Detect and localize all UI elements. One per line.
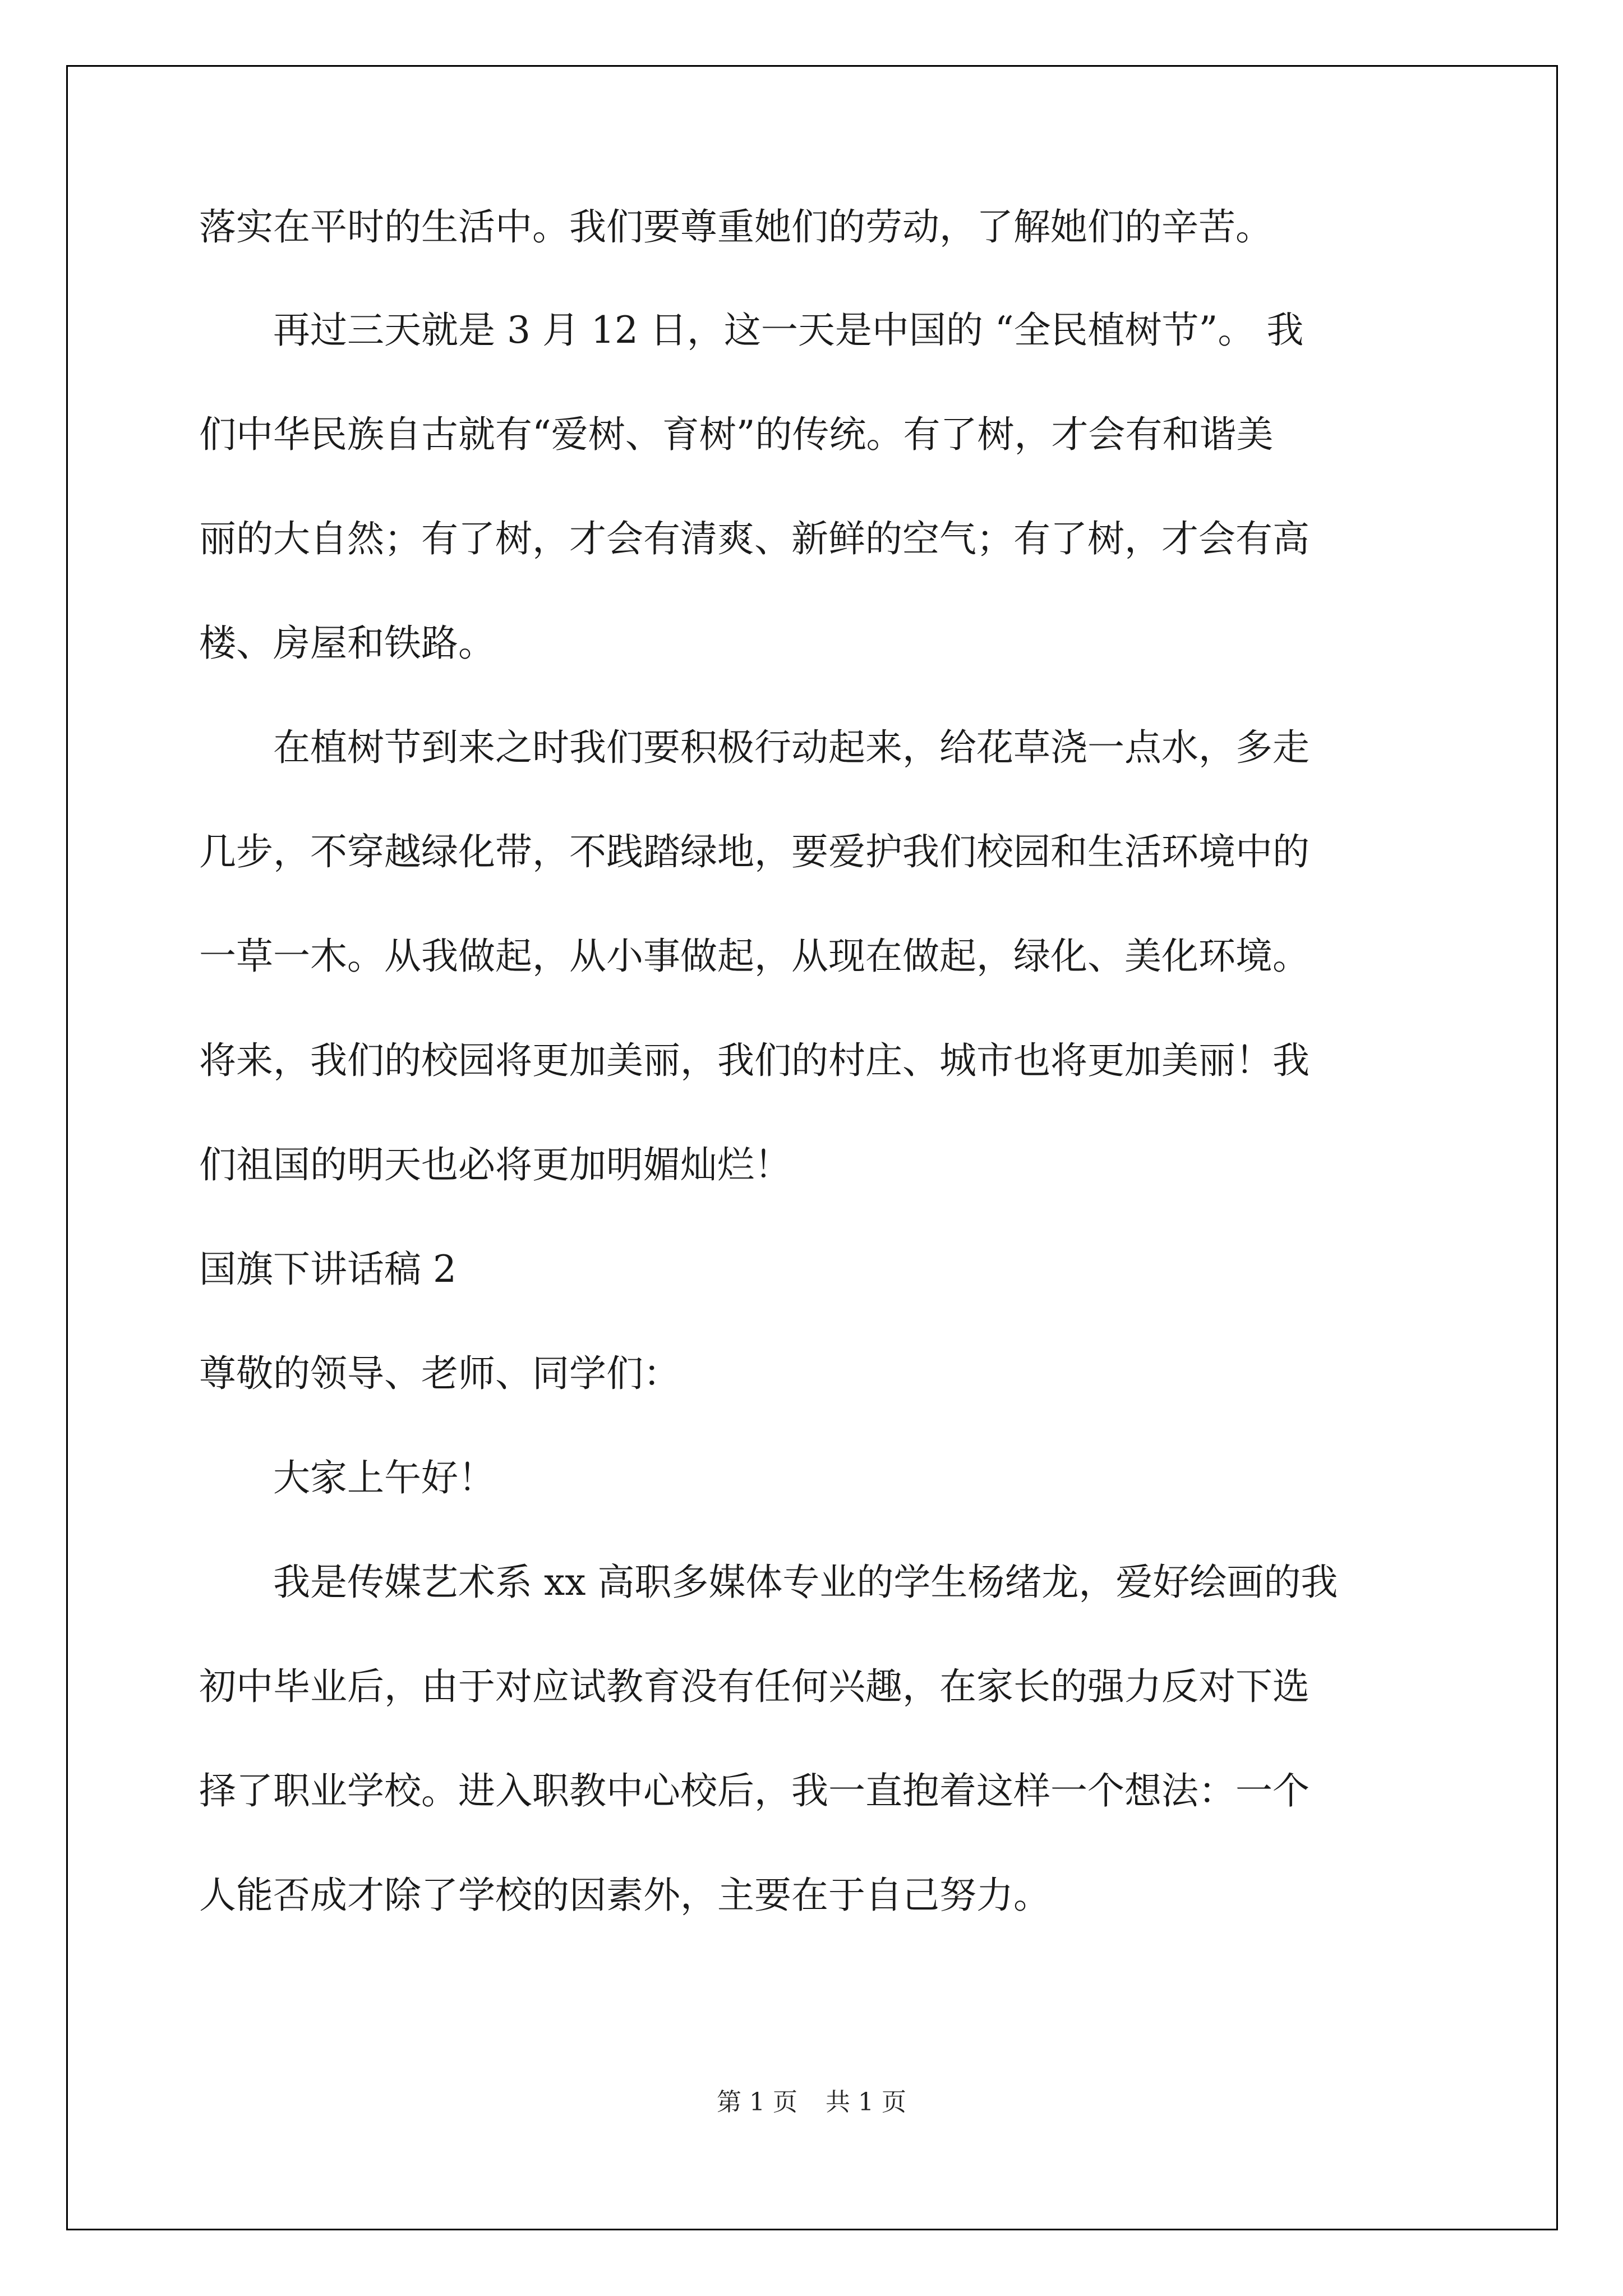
- text-line: 们中华民族自古就有“爱树、育树”的传统。有了树，才会有和谐美: [199, 413, 1274, 456]
- text-line: 将来，我们的校园将更加美丽，我们的村庄、城市也将更加美丽！我: [199, 1039, 1310, 1082]
- text-line: 在植树节到来之时我们要积极行动起来，给花草浇一点水，多走: [199, 726, 1310, 769]
- page-number: 第 1 页: [717, 2088, 797, 2116]
- text-line: 一草一木。从我做起，从小事做起，从现在做起，绿化、美化环境。: [199, 935, 1310, 978]
- section-heading: 国旗下讲话稿 2: [199, 1248, 457, 1291]
- page-total: 共 1 页: [826, 2088, 906, 2116]
- text-line: 落实在平时的生活中。我们要尊重她们的劳动，了解她们的辛苦。: [199, 205, 1272, 249]
- text-line: 我是传媒艺术系 xx 高职多媒体专业的学生杨绪龙，爱好绘画的我: [199, 1561, 1338, 1604]
- text-line: 几步，不穿越绿化带，不践踏绿地，要爱护我们校园和生活环境中的: [199, 830, 1310, 873]
- salutation: 尊敬的领导、老师、同学们：: [199, 1352, 680, 1395]
- text-line: 择了职业学校。进入职教中心校后，我一直抱着这样一个想法：一个: [199, 1769, 1310, 1812]
- text-line: 丽的大自然；有了树，才会有清爽、新鲜的空气；有了树，才会有高: [199, 517, 1310, 560]
- text-line: 人能否成才除了学校的因素外，主要在于自己努力。: [199, 1874, 1050, 1917]
- text-line: 初中毕业后，由于对应试教育没有任何兴趣，在家长的强力反对下选: [199, 1665, 1310, 1708]
- greeting: 大家上午好！: [199, 1456, 495, 1499]
- text-line: 再过三天就是 3 月 12 日，这一天是中国的 “全民植树节”。 我: [199, 309, 1304, 352]
- text-line: 们祖国的明天也必将更加明媚灿烂！: [199, 1143, 791, 1186]
- page-footer: [0, 2086, 1623, 2119]
- text-line: 楼、房屋和铁路。: [199, 622, 495, 665]
